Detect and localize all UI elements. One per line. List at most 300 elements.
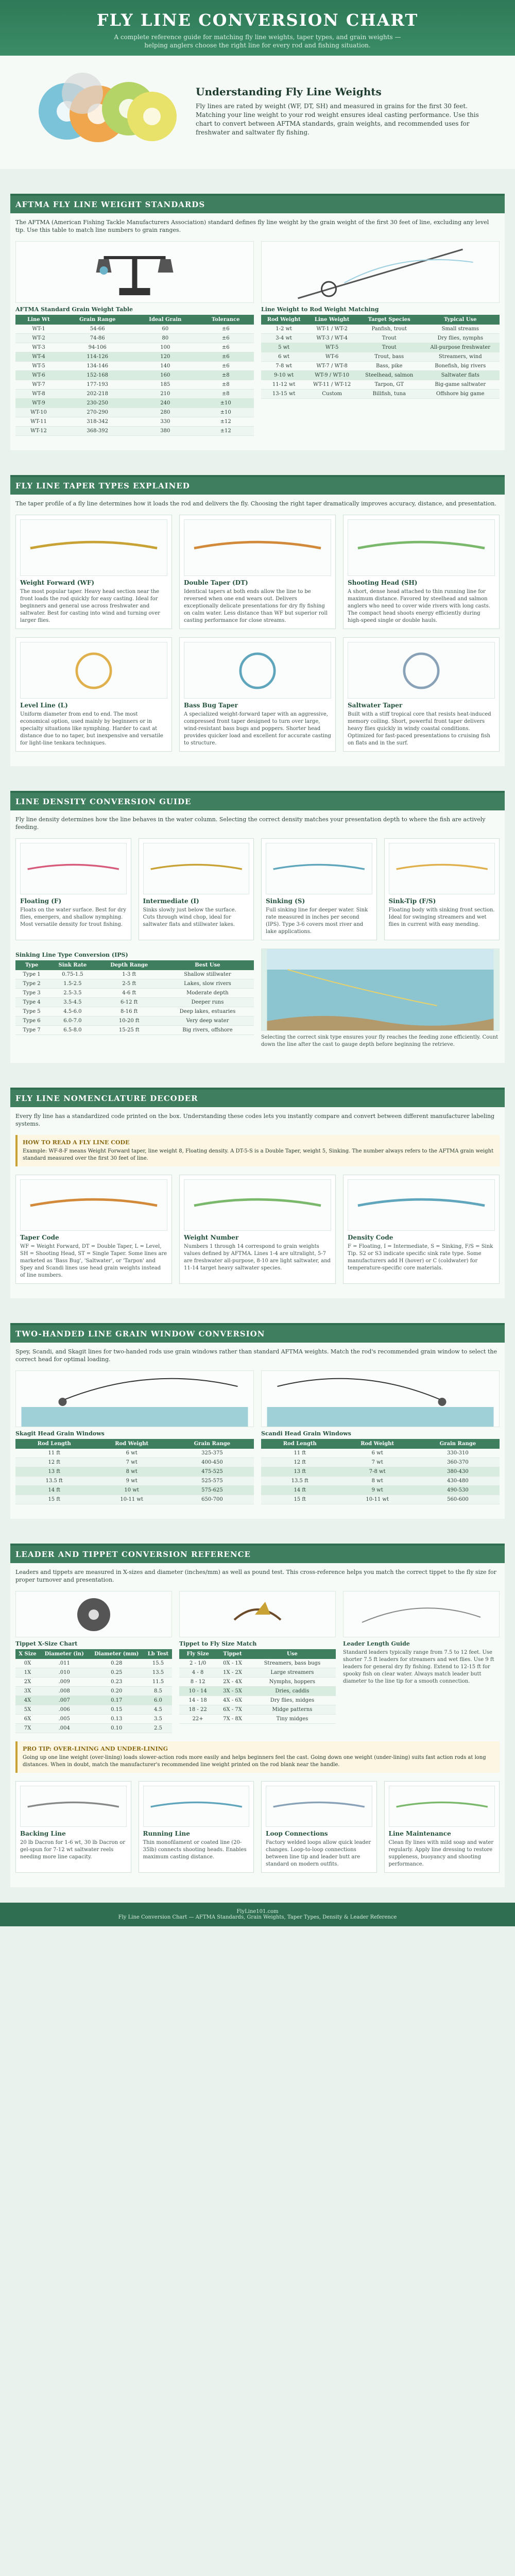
twohand-desc: Spey, Scandi, and Skagit lines for two-handed rods use grain windows rather than standard AFTMA weights. Match the rod's recommended grain window to select the correct head for optimal loading. xyxy=(15,1348,497,1363)
table-row xyxy=(261,1477,500,1486)
card-illustration xyxy=(389,843,495,894)
table-cell: 400-450 xyxy=(170,1458,254,1467)
table-cell: ±8 xyxy=(197,380,254,389)
table-cell: Nymphs, hoppers xyxy=(249,1677,336,1687)
pro-tip-title: PRO TIP: OVER-LINING AND UNDER-LINING xyxy=(23,1745,168,1752)
column-header: Tippet xyxy=(216,1649,249,1659)
info-card xyxy=(343,515,500,629)
column-header: Best Use xyxy=(161,960,254,970)
card-text: Numbers 1 through 14 correspond to grain weights values defined by AFTMA. Lines 1-4 are ultralight, 5-7 are freshwater all-purpose, 8-10 are light saltwater, and 11-14 target heavy saltwater species. xyxy=(184,1244,331,1271)
table-row xyxy=(15,1449,254,1458)
table-row xyxy=(15,380,254,389)
table-row xyxy=(15,1477,254,1486)
table-row xyxy=(15,1458,254,1467)
table-row xyxy=(261,343,500,352)
taper-section xyxy=(10,475,505,766)
table-cell: Big rivers, offshore xyxy=(161,1026,254,1035)
table-cell: 14 ft xyxy=(261,1486,339,1495)
table-cell: WT-6 xyxy=(306,352,357,362)
table-cell: ±8 xyxy=(197,371,254,380)
column-header: Rod Length xyxy=(261,1439,339,1449)
table-cell: 185 xyxy=(133,380,197,389)
table-cell: 10 - 14 xyxy=(179,1687,216,1696)
table-cell: Bass, pike xyxy=(357,362,421,371)
card-text: F = Floating, I = Intermediate, S = Sinking, F/S = Sink Tip. S2 or S3 indicate specific sink rate type. Some manufacturers add H (hover) or C (coldwater) for temperature-specific core materials. xyxy=(348,1244,493,1271)
table-cell: 7 wt xyxy=(93,1458,170,1467)
card-illustration xyxy=(143,1786,250,1827)
table-cell: .010 xyxy=(40,1668,89,1677)
table-cell: 6X xyxy=(15,1715,40,1724)
aftma-heading: AFTMA FLY LINE WEIGHT STANDARDS xyxy=(10,196,505,213)
table-row xyxy=(179,1668,336,1677)
table-cell: 74-86 xyxy=(62,334,133,343)
table-cell: Dry flies, midges xyxy=(249,1696,336,1705)
aftma-table xyxy=(15,315,254,436)
nomen-desc: Every fly line has a standardized code printed on the box. Understanding these codes lets you instantly compare and convert between different manufacturer labeling systems. xyxy=(15,1113,495,1127)
card-illustration xyxy=(266,843,372,894)
table-row xyxy=(179,1659,336,1668)
table-row xyxy=(15,325,254,334)
table-cell: 5X xyxy=(15,1705,40,1715)
table-cell: 330-310 xyxy=(416,1449,500,1458)
match-table-title: Line Weight to Rod Weight Matching xyxy=(261,306,379,313)
table-cell: 360-370 xyxy=(416,1458,500,1467)
column-header: Diameter (mm) xyxy=(89,1649,144,1659)
table-cell: ±10 xyxy=(197,408,254,417)
table-row xyxy=(15,1705,172,1715)
card-text: Factory welded loops allow quick leader changes. Loop-to-loop connections between line tip and leader butt are standard on modern outfits. xyxy=(266,1840,371,1867)
table-cell: Small streams xyxy=(421,325,500,334)
table-cell: 0X xyxy=(15,1659,40,1668)
table-row xyxy=(15,408,254,417)
table-row xyxy=(261,1458,500,1467)
table-row xyxy=(179,1687,336,1696)
table-cell: .008 xyxy=(40,1687,89,1696)
skagit-title: Skagit Head Grain Windows xyxy=(15,1430,105,1437)
footer xyxy=(0,1903,515,1926)
table-cell: 490-530 xyxy=(416,1486,500,1495)
table-row xyxy=(261,334,500,343)
card-text: Built with a stiff tropical core that resists heat-induced memory coiling. Short, powerful front taper delivers heavy flies quickly in windy coastal conditions. Optimized for fast-paced presentations to cruising fish on flats and in the surf. xyxy=(348,711,491,746)
table-cell: 575-625 xyxy=(170,1486,254,1495)
card-title: Running Line xyxy=(143,1830,190,1837)
rod-reel-illustration xyxy=(261,241,500,303)
table-cell: 0.20 xyxy=(89,1687,144,1696)
table-cell: Type 6 xyxy=(15,1016,48,1026)
taper-heading: FLY LINE TAPER TYPES EXPLAINED xyxy=(10,477,505,495)
table-cell: Tarpon, GT xyxy=(357,380,421,389)
card-text: Thin monofilament or coated line (20-35lb) connects shooting heads. Enables maximum casting distance. xyxy=(143,1840,247,1860)
table-cell: 14 ft xyxy=(15,1486,93,1495)
table-row xyxy=(15,1715,172,1724)
table-cell: 13 ft xyxy=(261,1467,339,1477)
table-cell: 140 xyxy=(133,362,197,371)
info-card xyxy=(261,1781,377,1873)
table-cell: 1-3 ft xyxy=(97,970,161,979)
info-card xyxy=(179,637,336,752)
table-cell: 280 xyxy=(133,408,197,417)
table-cell: ±6 xyxy=(197,343,254,352)
pro-tip xyxy=(15,1741,500,1773)
table-cell: Dry flies, nymphs xyxy=(421,334,500,343)
table-cell: 0.13 xyxy=(89,1715,144,1724)
table-row xyxy=(15,427,254,436)
table-cell: Midge patterns xyxy=(249,1705,336,1715)
table-cell: 8.5 xyxy=(144,1687,172,1696)
card-title: Bass Bug Taper xyxy=(184,702,238,709)
table-row xyxy=(261,352,500,362)
card-title: Saltwater Taper xyxy=(348,702,403,709)
column-header: Rod Length xyxy=(15,1439,93,1449)
line-code-note xyxy=(15,1135,500,1166)
table-row xyxy=(261,1449,500,1458)
table-cell: 15.5 xyxy=(144,1659,172,1668)
table-cell: ±6 xyxy=(197,334,254,343)
table-cell: 325-375 xyxy=(170,1449,254,1458)
nomenclature-section xyxy=(10,1088,505,1298)
table-row xyxy=(15,389,254,399)
table-cell: 120 xyxy=(133,352,197,362)
table-cell: Moderate depth xyxy=(161,989,254,998)
card-title: Backing Line xyxy=(20,1830,66,1837)
table-row xyxy=(261,380,500,389)
table-cell: 4.5-6.0 xyxy=(48,1007,97,1016)
table-cell: 11.5 xyxy=(144,1677,172,1687)
table-cell: WT-11 / WT-12 xyxy=(306,380,357,389)
table-cell: 15-25 ft xyxy=(97,1026,161,1035)
table-cell: 6-12 ft xyxy=(97,998,161,1007)
table-cell: .005 xyxy=(40,1715,89,1724)
flymatch-table xyxy=(179,1649,336,1724)
table-cell: Deeper runs xyxy=(161,998,254,1007)
table-cell: Type 7 xyxy=(15,1026,48,1035)
table-cell: ±8 xyxy=(197,389,254,399)
leader-image xyxy=(343,1591,500,1637)
table-row xyxy=(261,389,500,399)
table-row xyxy=(15,989,254,998)
card-illustration xyxy=(348,1179,495,1231)
table-cell: WT-11 xyxy=(15,417,62,427)
table-row xyxy=(15,1687,172,1696)
table-cell: 475-525 xyxy=(170,1467,254,1477)
table-cell: Bonefish, big rivers xyxy=(421,362,500,371)
table-cell: 230-250 xyxy=(62,399,133,408)
table-cell: Saltwater flats xyxy=(421,371,500,380)
table-cell: 6 wt xyxy=(339,1449,416,1458)
table-cell: 330 xyxy=(133,417,197,427)
table-row xyxy=(15,417,254,427)
table-cell: Type 1 xyxy=(15,970,48,979)
table-cell: WT-4 xyxy=(15,352,62,362)
table-row xyxy=(15,1007,254,1016)
column-header: Rod Weight xyxy=(339,1439,416,1449)
card-text: Identical tapers at both ends allow the line to be reversed when one end wears out. Delivers exceptionally delicate presentations for dry fly fishing on calm water. Less distance than WF but superior roll casting performance for close streams. xyxy=(184,589,328,623)
spey-cast-illustration-2 xyxy=(261,1370,500,1427)
table-cell: 12 ft xyxy=(261,1458,339,1467)
xsize-title: Tippet X-Size Chart xyxy=(15,1640,78,1647)
table-cell: 1X - 2X xyxy=(216,1668,249,1677)
table-cell: Steelhead, salmon xyxy=(357,371,421,380)
info-card xyxy=(139,1781,254,1873)
table-cell: 152-168 xyxy=(62,371,133,380)
table-cell: 11 ft xyxy=(15,1449,93,1458)
table-cell: 8 wt xyxy=(339,1477,416,1486)
header xyxy=(0,0,515,56)
table-cell: 0X - 1X xyxy=(216,1659,249,1668)
table-cell: 4 - 8 xyxy=(179,1668,216,1677)
card-illustration xyxy=(266,1786,372,1827)
table-cell: 6.0 xyxy=(144,1696,172,1705)
table-cell: Billfish, tuna xyxy=(357,389,421,399)
table-cell: 9-10 wt xyxy=(261,371,306,380)
xsize-table xyxy=(15,1649,172,1733)
card-title: Sinking (S) xyxy=(266,897,305,905)
table-cell: 94-106 xyxy=(62,343,133,352)
card-text: Uniform diameter from end to end. The most economical option, used mainly by beginners or in specialty situations like nymphing. Harder to cast at distance due to no taper, but inexpensive and versatile for light-line tenkara techniques. xyxy=(20,711,163,746)
column-header: X Size xyxy=(15,1649,40,1659)
table-row xyxy=(15,352,254,362)
table-cell: 18 - 22 xyxy=(179,1705,216,1715)
card-text: Clean fly lines with mild soap and water regularly. Apply line dressing to restore suppleness, buoyancy and shooting performance. xyxy=(388,1840,494,1867)
table-cell: ±6 xyxy=(197,362,254,371)
table-cell: 318-342 xyxy=(62,417,133,427)
card-text: 20 lb Dacron for 1-6 wt, 30 lb Dacron or gel-spun for 7-12 wt saltwater reels needing more line capacity. xyxy=(20,1840,126,1860)
info-card xyxy=(15,1175,172,1284)
aftma-section xyxy=(10,194,505,450)
footer-site: FlyLine101.com xyxy=(236,1909,279,1914)
table-cell: 7X - 8X xyxy=(216,1715,249,1724)
card-title: Floating (F) xyxy=(20,897,62,905)
table-cell: WT-9 xyxy=(15,399,62,408)
match-table xyxy=(261,315,500,399)
table-cell: 240 xyxy=(133,399,197,408)
column-header: Lb Test xyxy=(144,1649,172,1659)
info-card xyxy=(15,838,131,940)
table-cell: 8 wt xyxy=(93,1467,170,1477)
table-row xyxy=(15,998,254,1007)
table-row xyxy=(15,371,254,380)
table-cell: 9 wt xyxy=(93,1477,170,1486)
card-text: A specialized weight-forward taper with an aggressive, compressed front taper designed to turn over large, wind-resistant bass bugs and poppers. Shorter head provides quicker load and excellent for accurate casting to structure. xyxy=(184,711,331,746)
table-cell: Shallow stillwater xyxy=(161,970,254,979)
table-cell: WT-12 xyxy=(15,427,62,436)
table-cell: 0.23 xyxy=(89,1677,144,1687)
card-text: Full sinking line for deeper water. Sink rate measured in inches per second (IPS). Type 3-6 covers most river and lake applications. xyxy=(266,907,368,935)
table-cell: Trout, bass xyxy=(357,352,421,362)
table-cell: WT-7 xyxy=(15,380,62,389)
table-cell: 6.5-8.0 xyxy=(48,1026,97,1035)
table-cell: 2 - 1/0 xyxy=(179,1659,216,1668)
density-heading: LINE DENSITY CONVERSION GUIDE xyxy=(10,793,505,810)
card-illustration xyxy=(348,642,495,699)
card-text: The most popular taper. Heavy head section near the front loads the rod quickly for easy casting. Ideal for beginners and general use across freshwater and saltwater. Best for casting into wind and turning over larger flies. xyxy=(20,589,160,623)
table-cell: 2.5-3.5 xyxy=(48,989,97,998)
table-row xyxy=(15,1696,172,1705)
column-header: Sink Rate xyxy=(48,960,97,970)
table-row xyxy=(15,1659,172,1668)
table-cell: WT-9 / WT-10 xyxy=(306,371,357,380)
sink-table xyxy=(15,960,254,1035)
table-cell: ±12 xyxy=(197,427,254,436)
column-header: Grain Range xyxy=(170,1439,254,1449)
column-header: Target Species xyxy=(357,315,421,325)
table-cell: Type 3 xyxy=(15,989,48,998)
table-row xyxy=(261,362,500,371)
leader-desc: Leaders and tippets are measured in X-sizes and diameter (inches/mm) as well as pound test. This cross-reference helps you match the correct tippet to the fly size for proper turnover and presentation. xyxy=(15,1569,496,1583)
table-cell: 10 wt xyxy=(93,1486,170,1495)
table-row xyxy=(15,979,254,989)
info-card xyxy=(384,838,500,940)
table-cell: 11-12 wt xyxy=(261,380,306,389)
table-cell: Type 5 xyxy=(15,1007,48,1016)
table-row xyxy=(261,1486,500,1495)
table-row xyxy=(261,371,500,380)
column-header: Ideal Grain xyxy=(133,315,197,325)
table-cell: .004 xyxy=(40,1724,89,1733)
info-card xyxy=(343,637,500,752)
sink-table-title: Sinking Line Type Conversion (IPS) xyxy=(15,952,128,958)
water-column-illustration xyxy=(261,948,500,1031)
table-cell: 4X xyxy=(15,1696,40,1705)
table-row xyxy=(15,1026,254,1035)
table-cell: 6 wt xyxy=(93,1449,170,1458)
table-cell: WT-6 xyxy=(15,371,62,380)
table-cell: 114-126 xyxy=(62,352,133,362)
table-row xyxy=(179,1696,336,1705)
intro-text: Fly lines are rated by weight (WF, DT, SH) and measured in grains for the first 30 feet. Matching your line weight to your rod weight ensures ideal casting performance. Use this chart to convert between AFTMA standards, grain weights, and recommended uses for freshwater and saltwater fly fishing. xyxy=(196,103,479,136)
table-cell: 368-392 xyxy=(62,427,133,436)
pro-tip-text: Going up one line weight (over-lining) loads slower-action rods more easily and helps beginners feel the cast. Going down one weight (under-lining) suits fast action rods at long distances. When in doubt, match the manufacturer's recommended line weight printed on the rod blank near the handle. xyxy=(23,1755,486,1768)
note-title: HOW TO READ A FLY LINE CODE xyxy=(23,1139,130,1146)
card-title: Weight Number xyxy=(184,1234,239,1241)
table-row xyxy=(15,1495,254,1504)
sink-side-text: Selecting the correct sink type ensures your fly reaches the feeding zone efficiently. Count down the line after the cast to gauge depth before beginning the retrieve. xyxy=(261,1035,499,1047)
card-illustration xyxy=(184,519,331,576)
table-row xyxy=(261,1467,500,1477)
table-cell: 8-16 ft xyxy=(97,1007,161,1016)
table-cell: Dries, caddis xyxy=(249,1687,336,1696)
table-cell: .007 xyxy=(40,1696,89,1705)
table-cell: Lakes, slow rivers xyxy=(161,979,254,989)
density-desc: Fly line density determines how the line behaves in the water column. Selecting the correct density matches your presentation depth to where the fish are actively feeding. xyxy=(15,816,486,831)
info-card xyxy=(261,838,377,940)
table-cell: 3X - 5X xyxy=(216,1687,249,1696)
table-row xyxy=(15,1467,254,1477)
card-illustration xyxy=(20,519,167,576)
column-header: Line Weight xyxy=(306,315,357,325)
column-header: Depth Range xyxy=(97,960,161,970)
table-cell: .006 xyxy=(40,1705,89,1715)
table-cell: 0.25 xyxy=(89,1668,144,1677)
card-title: Line Maintenance xyxy=(388,1830,451,1837)
two-handed-section xyxy=(10,1323,505,1519)
info-card xyxy=(15,1781,131,1873)
table-row xyxy=(261,1495,500,1504)
table-row xyxy=(179,1705,336,1715)
table-row xyxy=(179,1715,336,1724)
table-cell: Streamers, bass bugs xyxy=(249,1659,336,1668)
table-cell: 1.5-2.5 xyxy=(48,979,97,989)
column-header: Fly Size xyxy=(179,1649,216,1659)
table-cell: 0.28 xyxy=(89,1659,144,1668)
card-title: Level Line (L) xyxy=(20,702,68,709)
table-cell: 13.5 xyxy=(144,1668,172,1677)
table-cell: 0.75-1.5 xyxy=(48,970,97,979)
info-card xyxy=(179,515,336,629)
table-cell: ±10 xyxy=(197,399,254,408)
density-section xyxy=(10,791,505,1063)
table-cell: WT-3 xyxy=(15,343,62,352)
card-title: Double Taper (DT) xyxy=(184,579,248,586)
card-illustration xyxy=(143,843,250,894)
table-cell: 10-20 ft xyxy=(97,1016,161,1026)
table-cell: 9 wt xyxy=(339,1486,416,1495)
card-illustration xyxy=(348,519,495,576)
info-card xyxy=(384,1781,500,1873)
column-header: Rod Weight xyxy=(261,315,306,325)
table-row xyxy=(15,399,254,408)
table-cell: 7-8 wt xyxy=(339,1467,416,1477)
intro-section xyxy=(0,56,515,169)
table-row xyxy=(15,1486,254,1495)
table-cell: 0.15 xyxy=(89,1705,144,1715)
table-row xyxy=(15,1724,172,1733)
table-cell: 1X xyxy=(15,1668,40,1677)
card-title: Loop Connections xyxy=(266,1830,328,1837)
column-header: Line Wt xyxy=(15,315,62,325)
table-cell: 7-8 wt xyxy=(261,362,306,371)
table-cell: 2-5 ft xyxy=(97,979,161,989)
table-cell: 525-575 xyxy=(170,1477,254,1486)
table-cell: .009 xyxy=(40,1677,89,1687)
aftma-table-title: AFTMA Standard Grain Weight Table xyxy=(15,306,133,313)
card-title: Density Code xyxy=(348,1234,393,1241)
table-cell: 10-11 wt xyxy=(93,1495,170,1504)
card-illustration xyxy=(389,1786,495,1827)
table-cell: 13-15 wt xyxy=(261,389,306,399)
table-cell: 134-146 xyxy=(62,362,133,371)
column-header: Grain Range xyxy=(416,1439,500,1449)
table-cell: WT-10 xyxy=(15,408,62,417)
card-title: Shooting Head (SH) xyxy=(348,579,418,586)
table-cell: Trout xyxy=(357,334,421,343)
table-cell: 2X - 4X xyxy=(216,1677,249,1687)
note-text: Example: WF-8-F means Weight Forward taper, line weight 8, Floating density. A DT-5-S is a Double Taper, weight 5, Sinking. The number always refers to the AFTMA grain weight standard measured over the first 30 feet of line. xyxy=(23,1148,494,1161)
card-illustration xyxy=(184,1179,331,1231)
table-cell: WT-1 / WT-2 xyxy=(306,325,357,334)
column-header: Use xyxy=(249,1649,336,1659)
table-cell: Deep lakes, estuaries xyxy=(161,1007,254,1016)
table-cell: 2X xyxy=(15,1677,40,1687)
table-cell: 6.0-7.0 xyxy=(48,1016,97,1026)
table-cell: 3X xyxy=(15,1687,40,1696)
table-cell: 210 xyxy=(133,389,197,399)
table-cell: Panfish, trout xyxy=(357,325,421,334)
table-cell: 0.17 xyxy=(89,1696,144,1705)
card-illustration xyxy=(20,1179,167,1231)
table-cell: WT-2 xyxy=(15,334,62,343)
info-card xyxy=(179,1175,336,1284)
table-cell: 270-290 xyxy=(62,408,133,417)
table-row xyxy=(15,343,254,352)
scandi-table xyxy=(261,1439,500,1504)
table-cell: 177-193 xyxy=(62,380,133,389)
table-cell: 15 ft xyxy=(261,1495,339,1504)
scale-illustration xyxy=(15,241,254,303)
table-cell: 80 xyxy=(133,334,197,343)
nomen-heading: FLY LINE NOMENCLATURE DECODER xyxy=(10,1090,505,1107)
table-cell: 430-480 xyxy=(416,1477,500,1486)
